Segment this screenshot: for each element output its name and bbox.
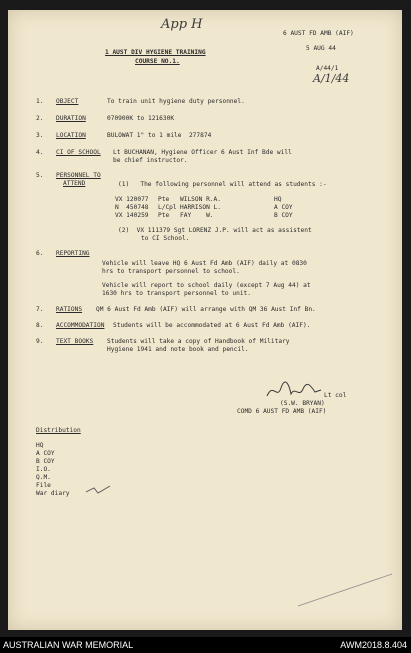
distribution-item: I.O. xyxy=(36,466,51,473)
item-number: 1. xyxy=(36,98,44,105)
document-subtitle: COURSE NO.1. xyxy=(135,58,180,65)
item-number: 9. xyxy=(36,338,44,345)
reporting-line: hrs to transport personnel to school. xyxy=(102,268,240,275)
item-text-ci-school-cont: be chief instructor. xyxy=(113,157,188,164)
item-label-rations: RATIONS xyxy=(56,306,83,313)
student-name: WILSON R.A. xyxy=(180,196,221,203)
student-number: VX 120077 xyxy=(115,196,149,203)
document-title: 1 AUST DIV HYGIENE TRAINING xyxy=(105,49,206,56)
student-name: FAY W. xyxy=(180,212,214,219)
item-label-accommodation: ACCOMMODATION xyxy=(56,322,105,329)
item-number: 4. xyxy=(36,149,44,156)
item-label-object: OBJECT xyxy=(56,98,79,105)
item-label-personnel-cont: ATTEND xyxy=(63,180,86,187)
distribution-item: A COY xyxy=(36,450,55,457)
distribution-heading: Distribution xyxy=(36,427,81,434)
distribution-item: War diary xyxy=(36,490,70,497)
item-text-duration: 070900K to 121630K xyxy=(107,115,175,122)
student-rank: Pte xyxy=(158,196,170,203)
personnel-assistant: (2) VX 111379 Sgt LORENZ J.P. will act as assistent xyxy=(118,227,312,234)
student-rank: Pte xyxy=(158,212,170,219)
student-name: HARRISON L. xyxy=(180,204,221,211)
document-date: 5 AUG 44 xyxy=(306,45,336,52)
signature-name: (S.W. BRYAN) xyxy=(280,400,325,407)
student-number: N 450748 xyxy=(115,204,149,211)
item-number: 7. xyxy=(36,306,44,313)
student-unit: A COY xyxy=(274,204,293,211)
student-unit: HQ xyxy=(274,196,282,203)
item-text-rations: QM 6 Aust Fd Amb (AIF) will arrange with QM 36 Aust Inf Bn. xyxy=(96,306,316,313)
document-page xyxy=(8,10,402,630)
archive-footer xyxy=(0,637,411,653)
item-text-text-books: Students will take a copy of Handbook of Military xyxy=(107,338,290,345)
reporting-line: Vehicle will leave HQ 6 Aust Fd Amb (AIF) daily at 0830 xyxy=(102,260,307,267)
item-number: 6. xyxy=(36,250,44,257)
item-number: 2. xyxy=(36,115,44,122)
item-label-personnel: PERSONNEL TO xyxy=(56,172,101,179)
student-unit: B COY xyxy=(274,212,293,219)
archive-name: AUSTRALIAN WAR MEMORIAL xyxy=(3,640,134,650)
signature-rank: Lt col xyxy=(324,392,347,399)
item-text-location: BULOWAT 1" to 1 mile 277874 xyxy=(107,132,212,139)
personnel-intro: (1) The following personnel will attend as students :- xyxy=(118,181,327,188)
item-text-object: To train unit hygiene duty personnel. xyxy=(107,98,245,105)
archive-reference: AWM2018.8.404 xyxy=(340,640,407,650)
student-number: VX 140259 xyxy=(115,212,149,219)
distribution-item: HQ xyxy=(36,442,44,449)
reporting-line: 1630 hrs to transport personnel to unit. xyxy=(102,290,252,297)
item-text-accommodation: Students will be accommodated at 6 Aust Fd Amb (AIF). xyxy=(113,322,311,329)
signature-icon xyxy=(265,380,325,402)
distribution-item: B COY xyxy=(36,458,55,465)
distribution-item: File xyxy=(36,482,51,489)
student-rank: L/Cpl xyxy=(158,204,177,211)
pencil-stroke-icon xyxy=(296,570,396,610)
tick-mark-icon xyxy=(84,484,114,496)
sender-unit: 6 AUST FD AMB (AIF) xyxy=(283,30,354,37)
item-number: 8. xyxy=(36,322,44,329)
handwritten-annotation: App H xyxy=(161,17,203,32)
reference-number: A/44/1 xyxy=(316,65,339,72)
item-label-ci-school: CI OF SCHOOL xyxy=(56,149,101,156)
item-number: 5. xyxy=(36,172,44,179)
personnel-assistant-cont: to CI School. xyxy=(141,235,190,242)
handwritten-reference: A/1/44 xyxy=(313,72,350,85)
signature-title: COMD 6 AUST FD AMB (AIF) xyxy=(237,408,327,415)
item-text-ci-school: Lt BUCHANAN, Hygiene Officer 6 Aust Inf Bde will xyxy=(113,149,292,156)
item-label-duration: DURATION xyxy=(56,115,86,122)
item-label-reporting: REPORTING xyxy=(56,250,90,257)
distribution-item: Q.M. xyxy=(36,474,51,481)
item-label-text-books: TEXT BOOKS xyxy=(56,338,94,345)
item-label-location: LOCATION xyxy=(56,132,86,139)
item-text-text-books-cont: Hygiene 1941 and note book and pencil. xyxy=(107,346,249,353)
reporting-line: Vehicle will report to school daily (except 7 Aug 44) at xyxy=(102,282,311,289)
item-number: 3. xyxy=(36,132,44,139)
